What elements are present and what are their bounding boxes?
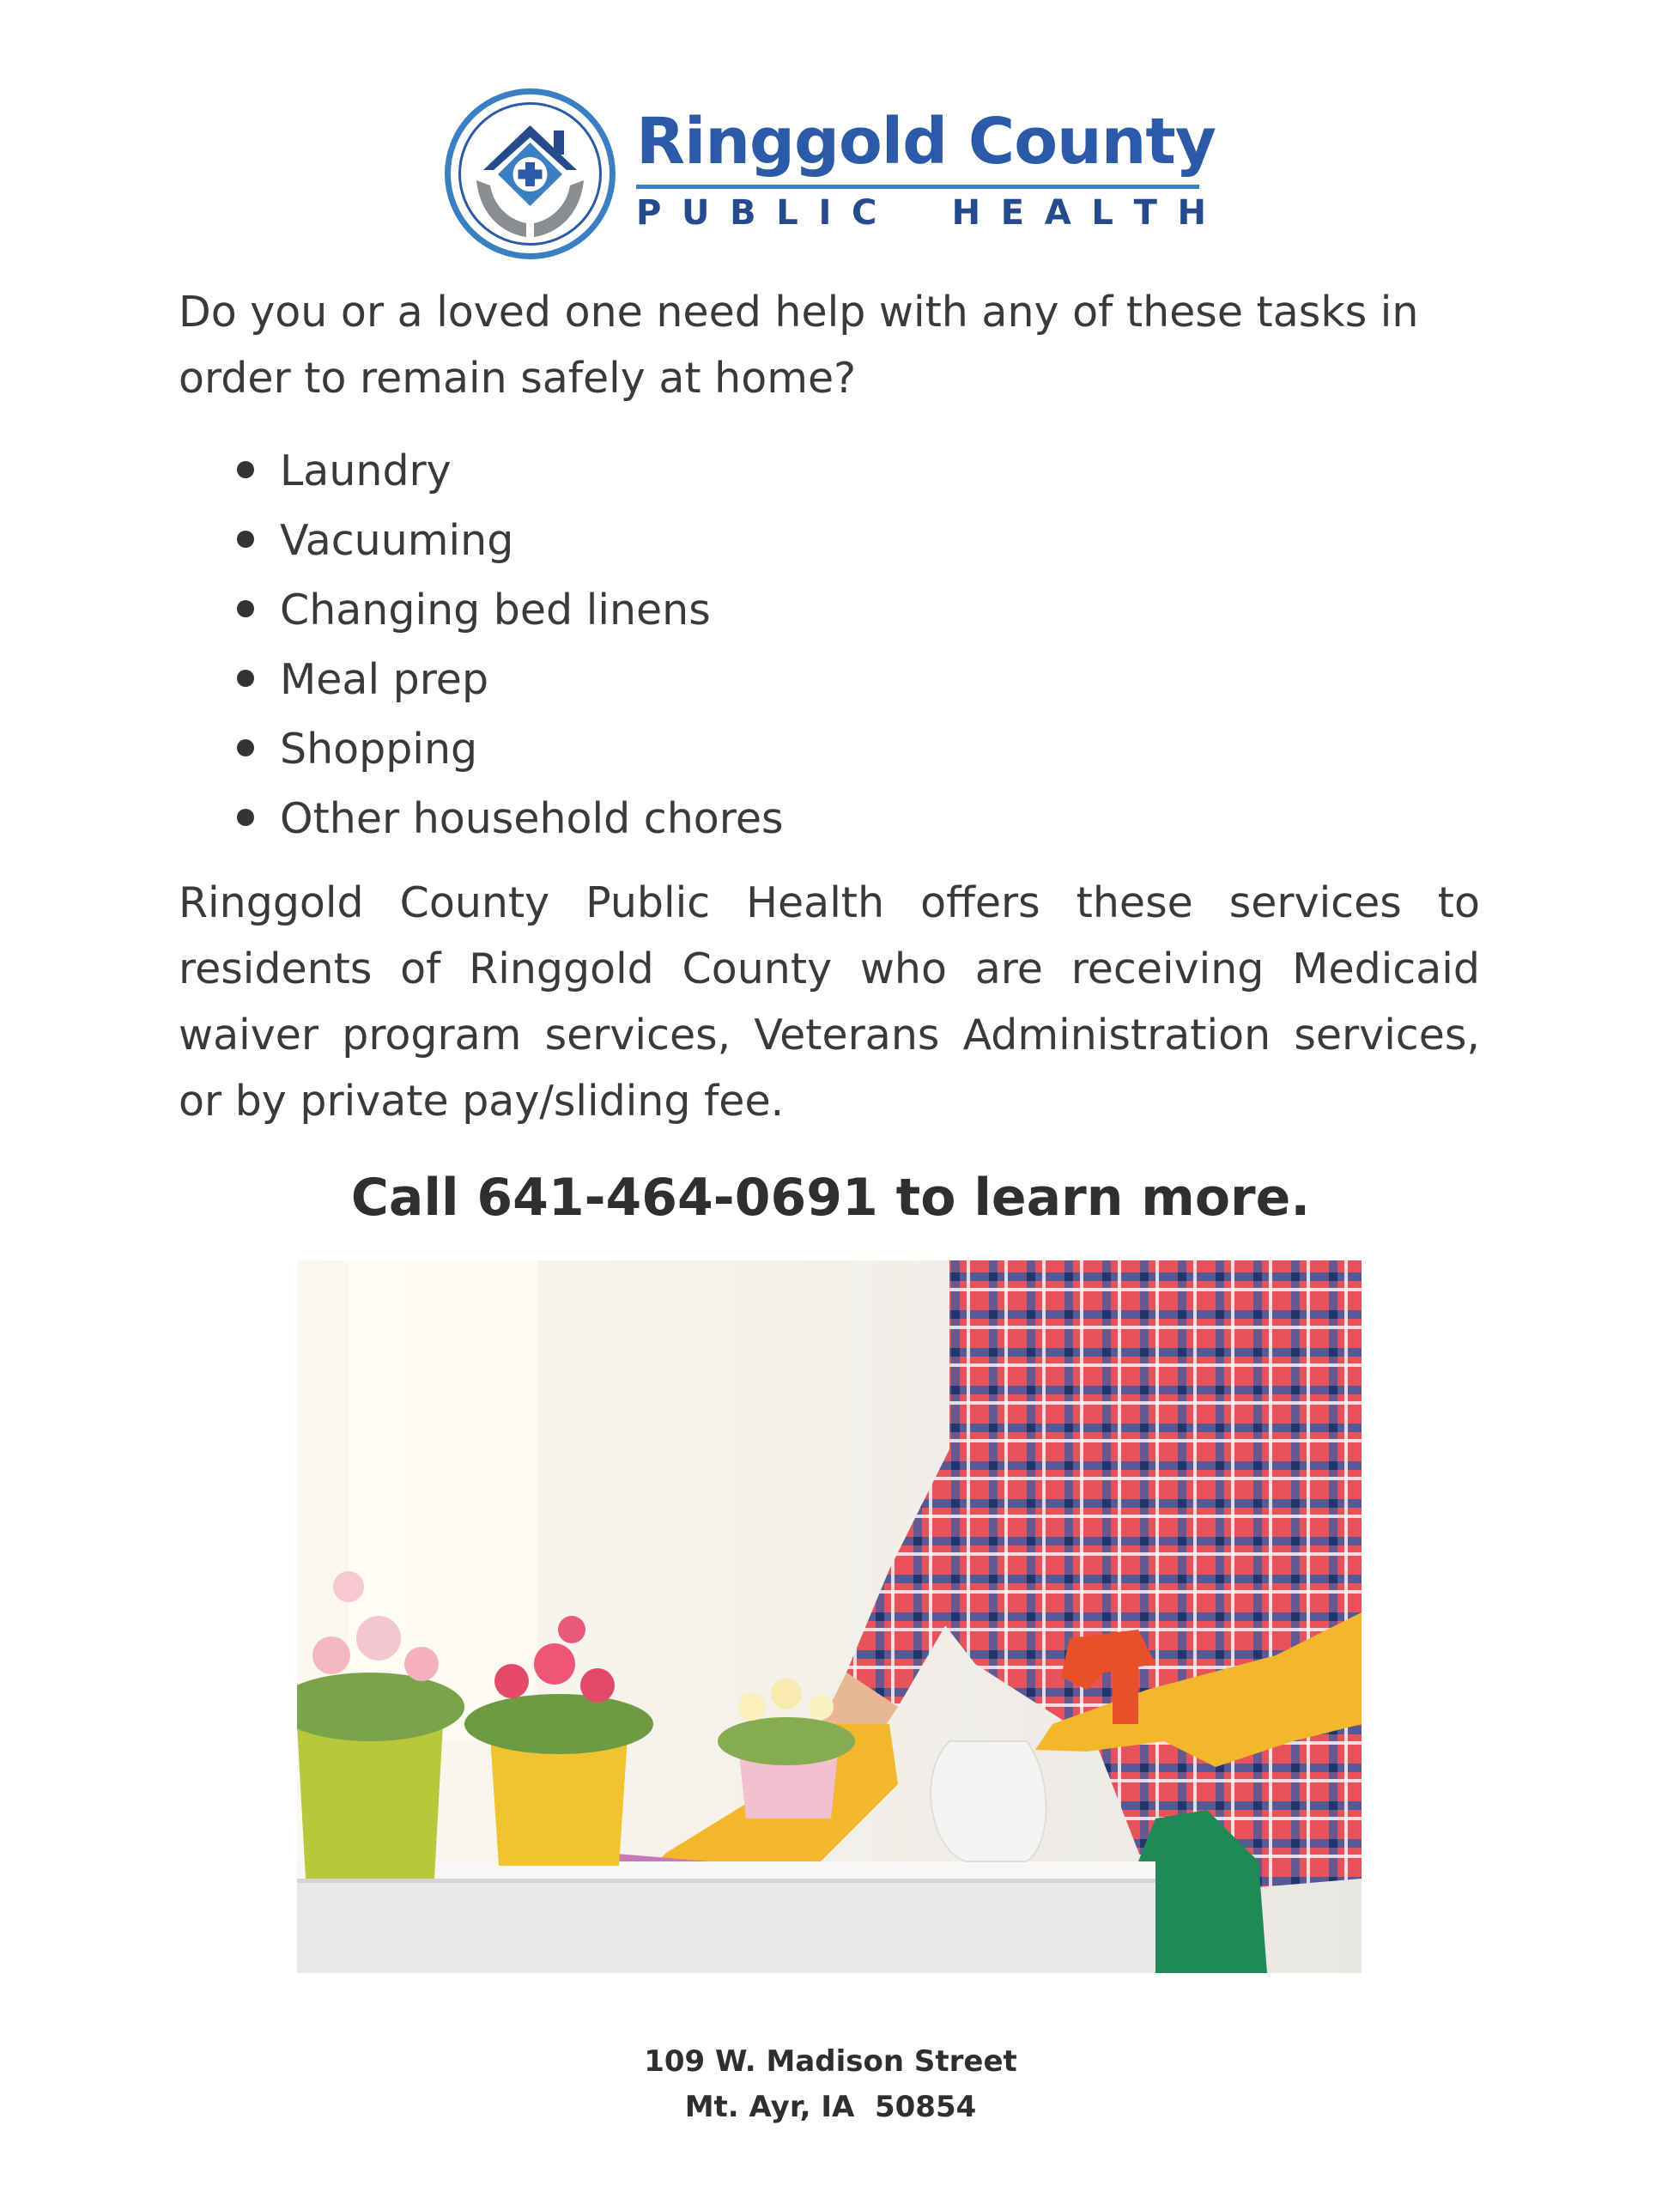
logo-letter: H [1177, 193, 1206, 233]
address-block [0, 2039, 1661, 2130]
intro-question: Do you or a loved one need help with any of these tasks in order to remain safely at home? [179, 288, 1419, 403]
logo-letter: T [1133, 193, 1157, 233]
cleaning-photo [297, 1260, 1362, 1973]
logo-letter: C [851, 193, 877, 233]
house-hands-icon [442, 86, 618, 262]
list-item [225, 714, 784, 784]
task-label: Other household chores [280, 794, 784, 843]
bullet-icon [237, 809, 254, 826]
bullet-icon [237, 670, 254, 687]
bullet-icon [237, 600, 254, 617]
logo-divider [636, 185, 1199, 189]
logo-letter: L [1091, 193, 1113, 233]
logo-letter: H [951, 193, 981, 233]
task-label: Meal prep [280, 655, 489, 704]
list-item [225, 506, 784, 575]
address-street: 109 W. Madison Street [644, 2044, 1017, 2079]
list-item [225, 575, 784, 645]
task-label: Shopping [280, 725, 478, 774]
logo-letter: P [636, 193, 662, 233]
logo-letter: L [776, 193, 798, 233]
bullet-icon [237, 461, 254, 478]
task-label: Laundry [280, 446, 452, 495]
services-paragraph: Ringgold County Public Health offers these services to residents of Ringgold County who are receiving Medicaid waiver program services, Veterans Administration services, or by private pay/sliding fee. [179, 878, 1480, 1126]
cleaning-illustration [297, 1260, 1362, 1973]
logo-subtitle [636, 193, 1206, 233]
ringgold-logo [442, 86, 1215, 262]
task-label: Vacuuming [280, 516, 514, 565]
address-city: Mt. Ayr, IA 50854 [684, 2090, 977, 2124]
list-item [225, 436, 784, 506]
bullet-icon [237, 531, 254, 548]
logo-letter: A [1044, 193, 1071, 233]
logo-name: Ringgold County [636, 105, 1216, 179]
logo-word-gap [897, 196, 931, 230]
logo-letter: E [1000, 193, 1025, 233]
bullet-icon [237, 739, 254, 756]
task-label: Changing bed linens [280, 586, 711, 635]
logo-letter: B [730, 193, 756, 233]
list-item [225, 784, 784, 853]
list-item [225, 645, 784, 714]
call-to-action: Call 641-464-0691 to learn more. [350, 1168, 1311, 1228]
logo-letter: U [681, 193, 710, 233]
logo-letter: I [818, 193, 832, 233]
task-list [225, 436, 784, 853]
